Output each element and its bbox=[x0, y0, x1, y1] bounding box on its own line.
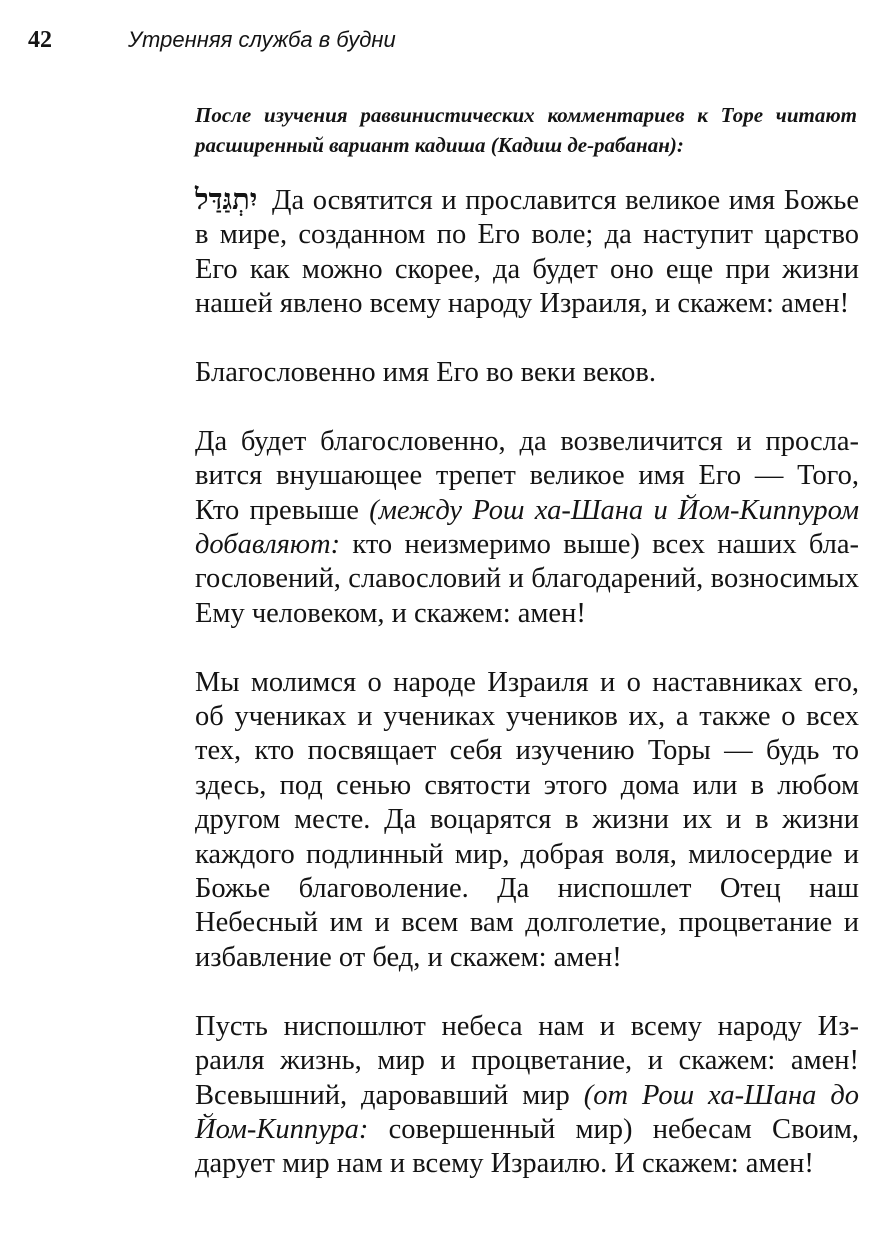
paragraph-4: Мы молимся о народе Израиля и о наставниках его, об учениках и учениках учеников их, а также о всех тех, кто посвящает себя изучению Торы — будь то здесь, под сенью святости этого дома или в любом другом месте. Да воцарятся в жизни их и в жизни каждого подлинный мир, добрая воля, милосердие и Божье благоволение. Да ниспошлет Отец наш Небесный им и всем вам долголетие, процветание и избавление от бед, и скажем: амен! bbox=[195, 666, 859, 973]
running-title: Утренняя служба в будни bbox=[128, 27, 396, 52]
paragraph-3-italic-note: (между Рош ха-Шана и Йом-Киппуром добавляют: bbox=[195, 494, 860, 561]
paragraph-5 bbox=[195, 1010, 859, 1182]
paragraph-5-text-b: совершенный мир) небесам Своим, дарует мир нам и всему Израилю. И скажем: амен! bbox=[195, 1113, 859, 1180]
intro-instruction: После изучения раввинистических комментариев к Торе читают расширенный вариант кадиша (Кадиш де-рабанан): bbox=[195, 103, 857, 157]
paragraph-1-text: Да освятится и прославится великое имя Божье в мире, созданном по Его воле; да наступит царство Его как можно скорее, да будет оно еще при жизни нашей явлено всему народу Израиля, и скажем: амен! bbox=[195, 185, 859, 320]
paragraph-5-text-a: Пусть ниспошлют небеса нам и всему народу Израиля жизнь, мир и процветание, и скажем: амен! Всевышний, даровавший мир bbox=[195, 1010, 859, 1111]
paragraph-3 bbox=[195, 425, 859, 631]
paragraph-1 bbox=[195, 182, 859, 322]
hebrew-opening-word: יִתְגַּדַּל bbox=[195, 182, 258, 216]
page-number: 42 bbox=[28, 27, 52, 53]
paragraph-3-text-a: Да будет благословенно, да возвеличится и прославится внушающее трепет великое имя Его — Того, Кто превыше bbox=[195, 425, 859, 526]
prayer-text bbox=[195, 182, 859, 1216]
paragraph-2: Благословенно имя Его во веки веков. bbox=[195, 357, 656, 389]
paragraph-5-italic-note: (от Рош ха-Шана до Йом-Киппура: bbox=[195, 1079, 860, 1145]
paragraph-3-text-b: кто неизмеримо выше) всех наших благословений, славословий и благодарений, возносимых Ему человеком, и скажем: амен! bbox=[195, 529, 860, 629]
